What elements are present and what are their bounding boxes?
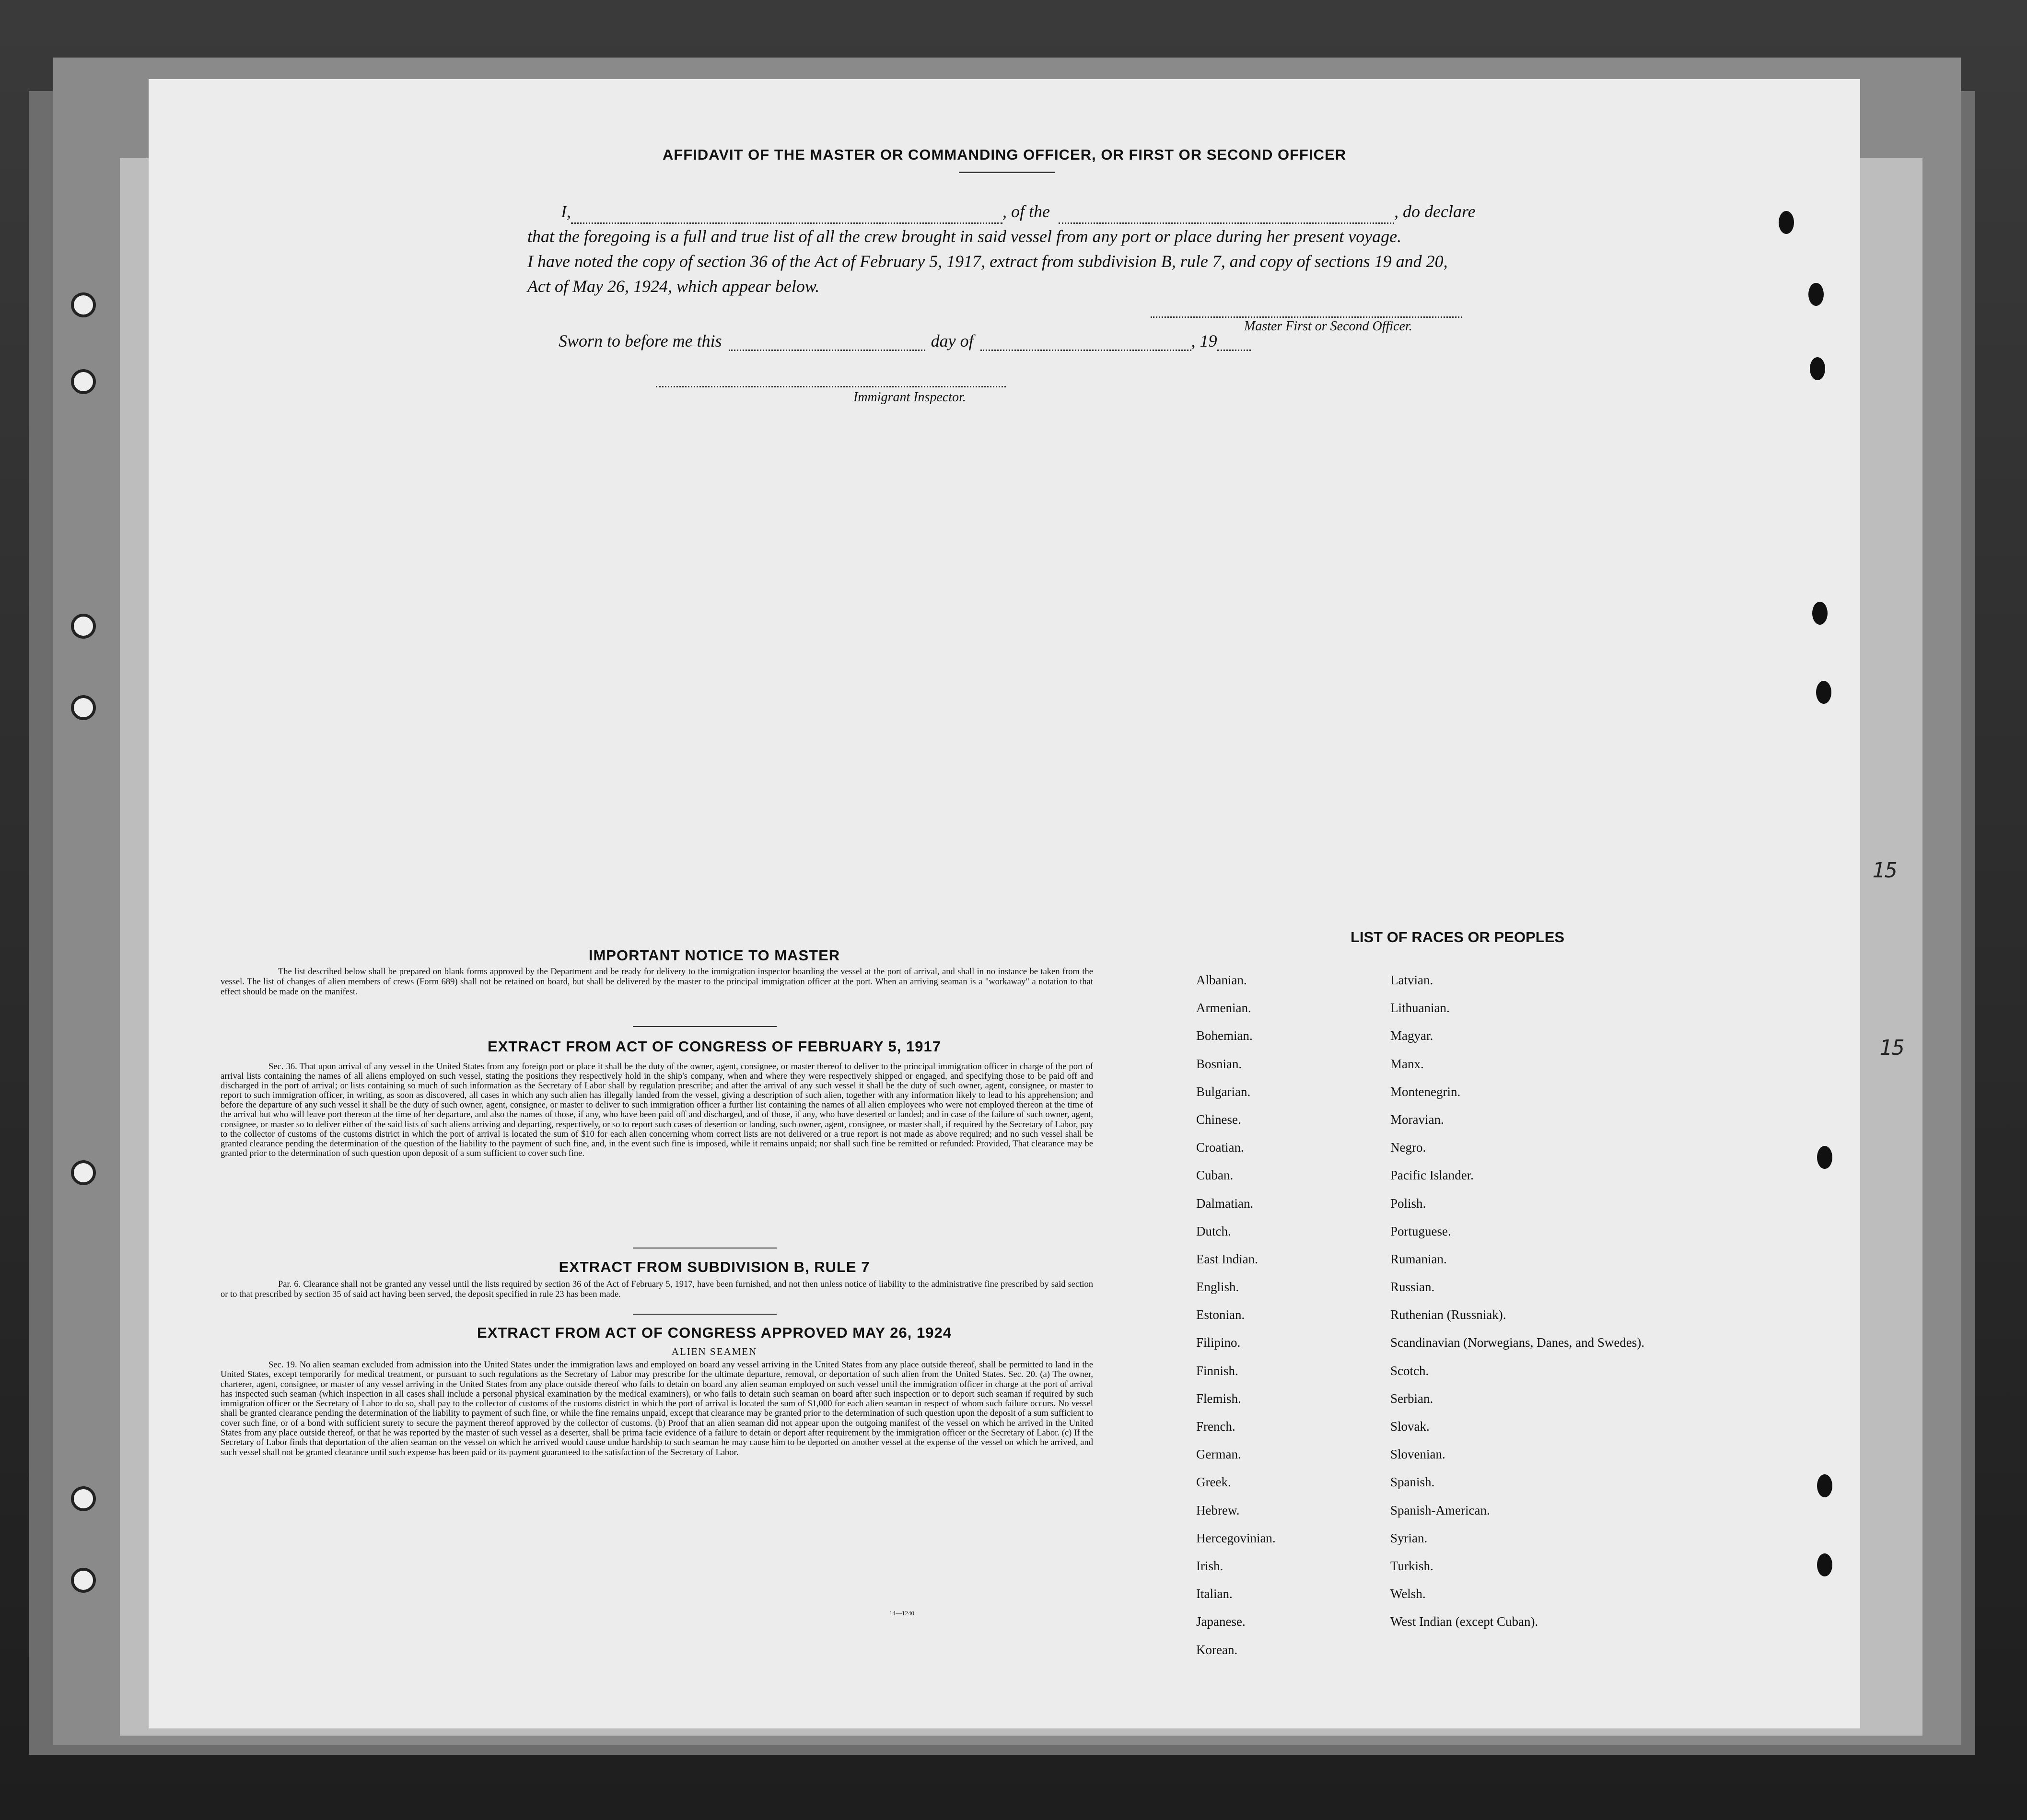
race-item: Slovenian. [1390, 1447, 1445, 1462]
punch-hole-left [71, 292, 96, 317]
master-signature-line[interactable] [1151, 316, 1462, 318]
race-item: Armenian. [1196, 1001, 1251, 1015]
race-item: Turkish. [1390, 1558, 1433, 1573]
race-item: Flemish. [1196, 1391, 1241, 1406]
name-blank[interactable] [571, 208, 1002, 224]
sworn-line [559, 331, 1251, 351]
race-item: Croatian. [1196, 1140, 1244, 1155]
race-item: Russian. [1390, 1280, 1435, 1295]
race-item: Italian. [1196, 1587, 1233, 1601]
race-item: Bulgarian. [1196, 1084, 1251, 1099]
race-item: Bohemian. [1196, 1028, 1253, 1043]
punch-hole-left [71, 1568, 96, 1593]
race-item: Spanish. [1390, 1475, 1435, 1490]
punch-hole [1812, 602, 1828, 625]
act-1924-text: Sec. 19. No alien seaman excluded from admission into the United States under the immigration laws and employed on board any vessel arriving in the United States from any place outside thereof, shall be permitted to land in the United States, except temporarily for medical treatment, or pursuant to such regulations as the Secretary of Labor may prescribe for the ultimate departure, removal, or deportation of such alien from the United States. Sec. 20. (a) The owner, charterer, agent, consignee, or master of any vessel arriving in the United States from any place outside thereof who fails to detain on board any alien seaman employed on such vessel until the immigration officer in charge at the port of arrival has inspected such seaman (which inspection in all cases shall include a personal physical examination by the medical examiners), or who fails to detain such seaman on board after such inspection or to deport such seaman if required by such immigration officer or the Secretary of Labor to do so, shall pay to the collector of customs of the customs district in which the port of arrival is located the sum of $1,000 for each alien seaman in respect of whom such failure occurs. No vessel shall be granted clearance pending the determination of the liability to payment of such fine, or while the fine remains unpaid, except that clearance may be granted prior to the determination of such question upon the deposit of a sum sufficient to cover such fine, or of a bond with sufficient surety to secure the payment thereof approved by the collector of customs. (b) Proof that an alien seaman did not appear upon the outgoing manifest of the vessel on which he arrived in the United States from any place outside thereof, or that he was reported by the master of such vessel as a deserter, shall be prima facie evidence of a failure to detain or deport after requirement by the immigration officer or the Secretary of Labor. (c) If the Secretary of Labor finds that deportation of the alien seaman on the vessel on which he arrived would cause undue hardship to such seaman he may cause him to be deported on another vessel at the expense of the vessel on which he arrived, and such vessel shall not be granted clearance until such expense has been paid or its payment guaranteed to the satisfaction of the Secretary of Labor. [221, 1360, 1093, 1458]
section-rule [633, 1314, 777, 1315]
act-1924-title: EXTRACT FROM ACT OF CONGRESS APPROVED MAY 26, 1924 [477, 1324, 952, 1341]
punch-hole [1817, 1146, 1832, 1169]
punch-hole [1816, 681, 1831, 704]
affidavit-body [527, 199, 1630, 299]
sworn-label: Sworn to before me this [559, 331, 722, 350]
race-item: Slovak. [1390, 1419, 1430, 1434]
race-item: Welsh. [1390, 1587, 1426, 1601]
act-1917-title: EXTRACT FROM ACT OF CONGRESS OF FEBRUARY 5, 1917 [488, 1038, 941, 1055]
race-item: Moravian. [1390, 1112, 1444, 1127]
race-item: Dalmatian. [1196, 1196, 1254, 1211]
race-item: Chinese. [1196, 1112, 1241, 1127]
punch-hole [1810, 357, 1825, 380]
race-item: Korean. [1196, 1642, 1238, 1657]
race-item: French. [1196, 1419, 1235, 1434]
affidavit-declare-label: , do declare [1394, 202, 1476, 221]
act-1917-text: Sec. 36. That upon arrival of any vessel in the United States from any foreign port or place it shall be the duty of the owner, agent, consignee, or master thereof to deliver to the principal immigration officer in charge of the port of arrival lists containing the names of all aliens employed on such vessel, stating the positions they respectively hold in the ship's company, when and where they were respectively shipped or engaged, and specifying those to be paid off and discharged in the port of arrival; or lists containing so much of such information as the Secretary of Labor shall by regulation prescribe; and after the arrival of any such vessel it shall be the duty of such owner, agent, consignee, or master to report to such immigration officer, in writing, as soon as discovered, all cases in which any such alien has illegally landed from the vessel, giving a description of such alien, together with any information likely to lead to his apprehension; and before the departure of any such vessel it shall be the duty of such owner, agent, consignee, or master to deliver to such immigration officer a further list containing the names of all alien employees who were not employed thereon at the time of the arrival but who will leave port thereon at the time of her departure, and also the names of those, if any, who have been paid off and discharged, and of those, if any, who have deserted or landed; and in case of the failure of such owner, agent, consignee, or master so to deliver either of the said lists of such aliens arriving and departing, respectively, or so to report such cases of desertion or landing, such owner, agent, consignee, or master shall, if required by the Secretary of Labor, pay to the collector of customs of the customs district in which the port of arrival is located the sum of $10 for each alien concerning whom correct lists are not delivered or a true report is not made as above required; and no such vessel shall be granted clearance pending the determination of the question of the liability to the payment of such fine, and, in the event such fine is imposed, while it remains unpaid; nor shall such fine be remitted or refunded: Provided, That clearance may be granted prior to the determination of such question upon deposit of a sum sufficient to cover such fine. [221, 1062, 1093, 1158]
race-item: Estonian. [1196, 1307, 1245, 1322]
notice-text: The list described below shall be prepared on blank forms approved by the Department and be ready for delivery to the immigration inspector boarding the vessel at the port of arrival, and shall in no instance be taken from the vessel. The list of changes of alien members of crews (Form 689) shall not be retained on board, but shall be delivered by the master to the principal immigration officer at the port. When an arriving seaman is a "workaway" a notation to that effect should be made on the manifest. [221, 967, 1093, 997]
race-item: Filipino. [1196, 1335, 1241, 1350]
race-item: Polish. [1390, 1196, 1426, 1211]
race-item: Latvian. [1390, 973, 1433, 987]
punch-hole [1808, 283, 1824, 306]
races-left-column [1196, 972, 1369, 1669]
race-item: Syrian. [1390, 1530, 1428, 1545]
margin-mark: 15 [1872, 858, 1898, 883]
inspector-signature-line[interactable] [656, 386, 1006, 387]
race-item: Portuguese. [1390, 1224, 1451, 1238]
race-item: Rumanian. [1390, 1251, 1447, 1266]
sworn-day-blank[interactable] [729, 335, 925, 351]
sworn-year-blank[interactable] [1217, 335, 1251, 351]
race-item: Finnish. [1196, 1363, 1238, 1378]
race-item: Japanese. [1196, 1614, 1246, 1629]
year-label: , 19 [1191, 331, 1217, 350]
affidavit-line-2: that the foregoing is a full and true list of all the crew brought in said vessel from any port or place during her present voyage. [527, 227, 1402, 246]
race-item: Magyar. [1390, 1028, 1433, 1043]
race-item: Spanish-American. [1390, 1503, 1490, 1517]
race-item: Greek. [1196, 1475, 1231, 1490]
notice-title: IMPORTANT NOTICE TO MASTER [588, 947, 840, 964]
punch-hole [1817, 1474, 1832, 1497]
race-item: Pacific Islander. [1390, 1168, 1474, 1183]
inspector-caption: Immigrant Inspector. [853, 390, 966, 405]
rule-7-title: EXTRACT FROM SUBDIVISION B, RULE 7 [559, 1259, 870, 1275]
race-item: Bosnian. [1196, 1056, 1242, 1071]
race-item: West Indian (except Cuban). [1390, 1614, 1538, 1629]
punch-hole-left [71, 695, 96, 720]
race-item: Scandinavian (Norwegians, Danes, and Swedes). [1390, 1335, 1645, 1350]
form-number: 14—1240 [889, 1610, 914, 1617]
act-1924-subtitle: ALIEN SEAMEN [671, 1346, 757, 1357]
race-item: Negro. [1390, 1140, 1426, 1155]
race-item: Cuban. [1196, 1168, 1234, 1183]
race-item: Hercegovinian. [1196, 1530, 1276, 1545]
affidavit-line-4: Act of May 26, 1924, which appear below. [527, 277, 820, 296]
race-item: Hebrew. [1196, 1503, 1240, 1517]
affidavit-i-label: I, [561, 202, 571, 221]
race-item: German. [1196, 1447, 1241, 1462]
punch-hole [1779, 211, 1794, 234]
sworn-month-blank[interactable] [980, 335, 1191, 351]
races-right-column [1390, 972, 1678, 1642]
race-item: Scotch. [1390, 1363, 1429, 1378]
section-rule [633, 1026, 777, 1027]
affidavit-of-the-label: , of the [1002, 202, 1050, 221]
punch-hole [1817, 1553, 1832, 1576]
rule-7-text: Par. 6. Clearance shall not be granted any vessel until the lists required by section 36 of the Act of February 5, 1917, have been furnished, and not then unless notice of liability to the administrative fine prescribed by said section or to that prescribed by section 35 of said act having been served, the deposit specified in rule 23 has been made. [221, 1280, 1093, 1299]
race-item: Dutch. [1196, 1224, 1231, 1238]
punch-hole-left [71, 369, 96, 394]
affidavit-line-1 [527, 199, 1630, 224]
race-item: Albanian. [1196, 973, 1247, 987]
race-item: Montenegrin. [1390, 1084, 1461, 1099]
document-page [149, 79, 1860, 1728]
race-item: East Indian. [1196, 1251, 1258, 1266]
master-caption: Master First or Second Officer. [1244, 319, 1412, 334]
punch-hole-left [71, 1486, 96, 1511]
race-item: Manx. [1390, 1056, 1424, 1071]
punch-hole-left [71, 614, 96, 639]
race-item: Serbian. [1390, 1391, 1433, 1406]
vessel-blank[interactable] [1059, 208, 1394, 224]
race-item: Ruthenian (Russniak). [1390, 1307, 1506, 1322]
title-rule [959, 172, 1055, 173]
affidavit-line-3: I have noted the copy of section 36 of the Act of February 5, 1917, extract from subdivision B, rule 7, and copy of sections 19 and 20, [527, 252, 1448, 271]
race-item: Irish. [1196, 1558, 1223, 1573]
margin-mark: 15 [1879, 1036, 1905, 1060]
race-item: English. [1196, 1280, 1239, 1295]
affidavit-title: AFFIDAVIT OF THE MASTER OR COMMANDING OFFICER, OR FIRST OR SECOND OFFICER [662, 146, 1347, 163]
races-title: LIST OF RACES OR PEOPLES [1350, 929, 1565, 945]
race-item: Lithuanian. [1390, 1001, 1450, 1015]
punch-hole-left [71, 1160, 96, 1185]
day-of-label: day of [931, 331, 974, 350]
